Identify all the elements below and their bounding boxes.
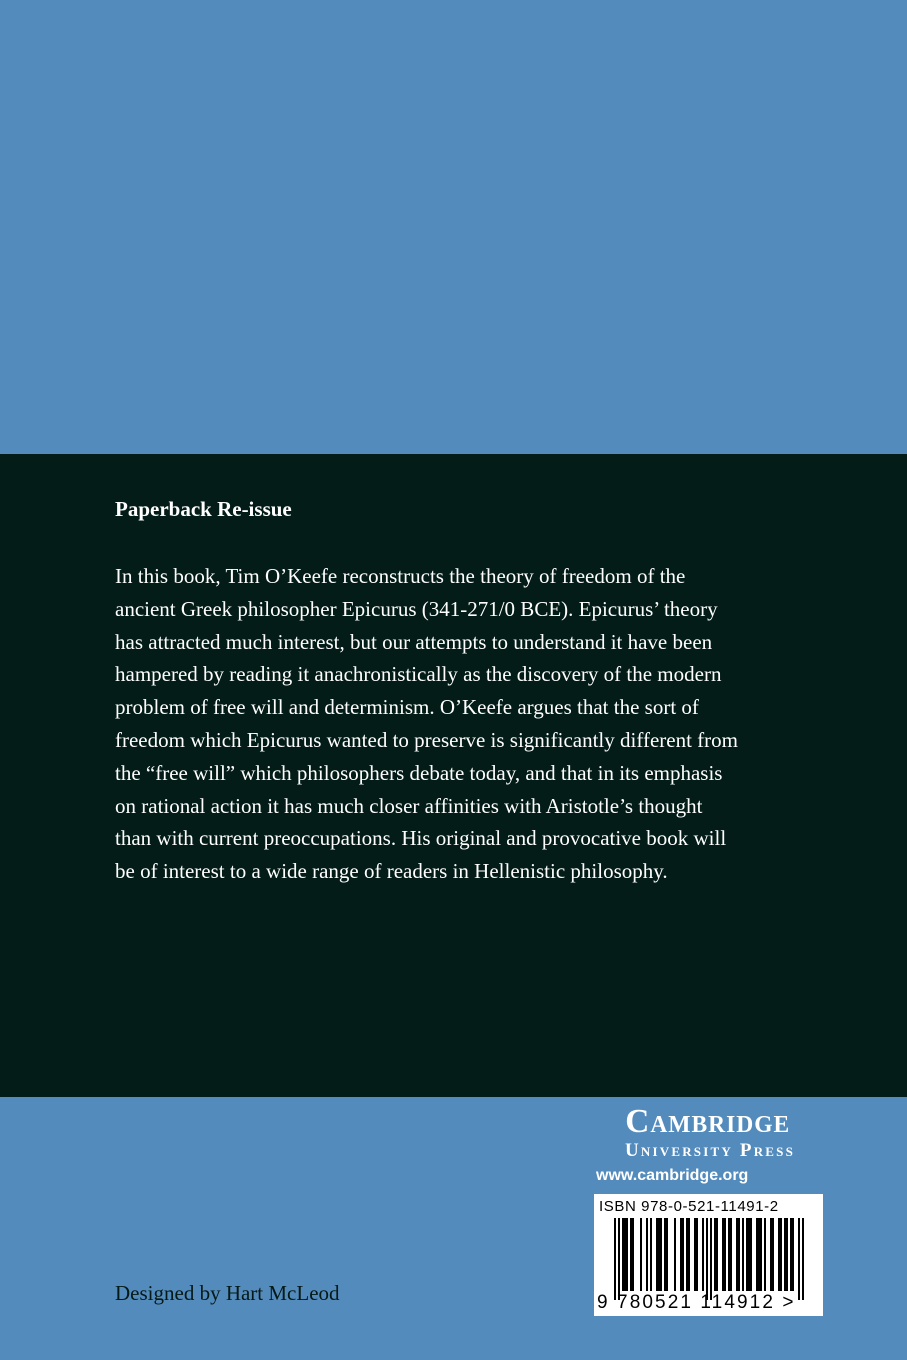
- blurb-line: has attracted much interest, but our attempts to understand it have been: [115, 629, 713, 654]
- barcode-bar: [802, 1218, 804, 1300]
- reissue-label: Paperback Re-issue: [115, 497, 292, 521]
- publisher-subname: [596, 1140, 824, 1162]
- publisher-url: www.cambridge.org: [596, 1167, 749, 1184]
- barcode-bar: [680, 1218, 682, 1291]
- barcode-bar: [798, 1218, 800, 1300]
- barcode-bar: [784, 1218, 786, 1291]
- barcode-bar: [792, 1218, 794, 1291]
- barcode-bar: [736, 1218, 738, 1291]
- blurb-line: problem of free will and determinism. O’Keefe argues that the sort of: [115, 695, 699, 720]
- barcode-bar: [702, 1218, 704, 1291]
- barcode-bar: [658, 1218, 660, 1291]
- barcode-bar: [666, 1218, 668, 1291]
- barcode-bar: [618, 1218, 620, 1300]
- barcode-bar: [738, 1218, 740, 1291]
- barcode-bar: [728, 1218, 730, 1291]
- barcode-bar: [770, 1218, 772, 1291]
- barcode-bar: [646, 1218, 648, 1291]
- publisher-subname-text: University Press: [624, 1140, 796, 1161]
- publisher-logo: [596, 1104, 824, 1186]
- barcode-bar: [714, 1218, 716, 1291]
- barcode-bar: [780, 1218, 782, 1291]
- barcode-bar: [760, 1218, 762, 1291]
- barcode-bar: [730, 1218, 732, 1291]
- barcode-bar: [790, 1218, 792, 1291]
- barcode-bar: [674, 1218, 676, 1291]
- barcode-bar: [758, 1218, 760, 1291]
- barcode-bar: [640, 1218, 642, 1291]
- barcode-digits: 9 780521 114912 >: [597, 1292, 796, 1313]
- barcode-bar: [660, 1218, 662, 1291]
- isbn-barcode: [594, 1194, 823, 1316]
- barcode-bar: [656, 1218, 658, 1291]
- barcode-bar: [756, 1218, 758, 1291]
- barcode-bar: [622, 1218, 624, 1291]
- barcode-bar: [682, 1218, 684, 1291]
- blurb-line: the “free will” which philosophers debate today, and that in its emphasis: [115, 760, 723, 785]
- barcode-bar: [696, 1218, 698, 1291]
- blurb-line: freedom which Epicurus wanted to preserve is significantly different from: [115, 727, 738, 752]
- blurb-line: ancient Greek philosopher Epicurus (341-271/0 BCE). Epicurus’ theory: [115, 596, 718, 621]
- back-cover-blurb: [115, 560, 815, 888]
- barcode-bar: [716, 1218, 718, 1291]
- blurb-line: on rational action it has much closer affinities with Aristotle’s thought: [115, 793, 703, 818]
- barcode-bar: [778, 1218, 780, 1291]
- barcode-bar: [694, 1218, 696, 1291]
- barcode-bar: [632, 1218, 634, 1291]
- barcode-bar: [772, 1218, 774, 1291]
- barcode-bar: [686, 1218, 688, 1291]
- barcode-bar: [650, 1218, 652, 1291]
- barcode-bar: [764, 1218, 766, 1291]
- barcode-bar: [724, 1218, 726, 1291]
- barcode-bar: [710, 1218, 712, 1300]
- barcode-bar: [742, 1218, 744, 1291]
- barcode-bar: [706, 1218, 708, 1300]
- barcode-bar: [746, 1218, 748, 1291]
- barcode-bar: [664, 1218, 666, 1291]
- barcode-bar: [748, 1218, 750, 1291]
- barcode-bar: [786, 1218, 788, 1291]
- blurb-line: In this book, Tim O’Keefe reconstructs the theory of freedom of the: [115, 564, 686, 588]
- designer-credit: Designed by Hart McLeod: [115, 1281, 340, 1305]
- publisher-name-text: Cambridge: [625, 1103, 791, 1140]
- isbn-label: ISBN 978-0-521-11491-2: [599, 1198, 779, 1215]
- barcode-bar: [630, 1218, 632, 1291]
- barcode-bar: [624, 1218, 626, 1291]
- blurb-line: be of interest to a wide range of readers in Hellenistic philosophy.: [115, 859, 668, 884]
- cover-top-band: [0, 0, 907, 454]
- barcode-bar: [750, 1218, 752, 1291]
- blurb-line: than with current preoccupations. His original and provocative book will: [115, 826, 727, 851]
- publisher-name: [596, 1104, 819, 1140]
- barcode-bar: [688, 1218, 690, 1291]
- barcode-bar: [614, 1218, 616, 1300]
- barcode-bar: [626, 1218, 628, 1291]
- blurb-line: hampered by reading it anachronistically as the discovery of the modern: [115, 662, 722, 687]
- barcode-bar: [722, 1218, 724, 1291]
